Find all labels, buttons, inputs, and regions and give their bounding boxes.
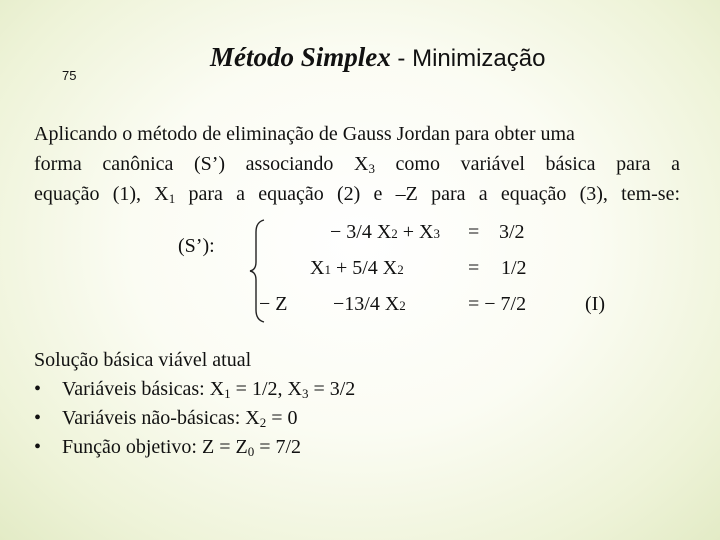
eq2-equals: =: [468, 257, 480, 279]
intro-l2-sub: 3: [368, 161, 375, 176]
eq2-lhs: X1 + 5/4 X2: [310, 257, 404, 279]
eq1-rhs: 3/2: [499, 221, 525, 243]
solution-section: [34, 346, 355, 462]
intro-line-3: [34, 179, 680, 209]
slide-number: 75: [62, 68, 77, 83]
eq1-equals: =: [468, 221, 480, 243]
intro-l2-a: forma canônica (S’) associando X: [34, 153, 369, 175]
eq3-tag: (I): [585, 293, 605, 315]
title-subtitle: Minimização: [412, 45, 546, 72]
title-main: Método Simplex: [210, 42, 391, 72]
eq3-minus-z: − Z: [259, 293, 288, 315]
intro-line-2: [34, 149, 680, 179]
bullet-icon: •: [34, 436, 42, 458]
title-separator: -: [390, 45, 413, 72]
list-item: • Função objetivo: $Z = Z_0 = 7/2$: [34, 433, 355, 462]
bullet-icon: •: [34, 407, 42, 429]
intro-l3-b: para a equação (2) e –Z para a equação (3), tem-se:: [175, 183, 681, 205]
solution-heading: Solução básica viável atual: [34, 349, 252, 371]
list-item: • Variáveis não-básicas: $X_2 = 0$: [34, 404, 355, 433]
intro-l3-a: equação (1), X: [34, 183, 169, 205]
slide-title: [210, 42, 545, 73]
list-item: • Variáveis básicas: $X_1 = 1/2$, $X_3 = 3/2$: [34, 375, 355, 404]
intro-l3-sub: 1: [168, 191, 176, 206]
eq2-rhs: 1/2: [501, 257, 527, 279]
eq3-lhs: −13/4 X2: [333, 293, 406, 315]
eq1-lhs: − 3/4 X2 + X3: [330, 221, 441, 243]
intro-line-1: Aplicando o método de eliminação de Gauss Jordan para obter uma: [34, 123, 575, 145]
intro-l2-b: como variável básica para a: [374, 153, 680, 175]
system-label: (S’):: [178, 235, 215, 257]
eq3-rhs: = − 7/2: [468, 293, 527, 315]
bullet-icon: •: [34, 378, 42, 400]
intro-paragraph: [34, 119, 680, 209]
